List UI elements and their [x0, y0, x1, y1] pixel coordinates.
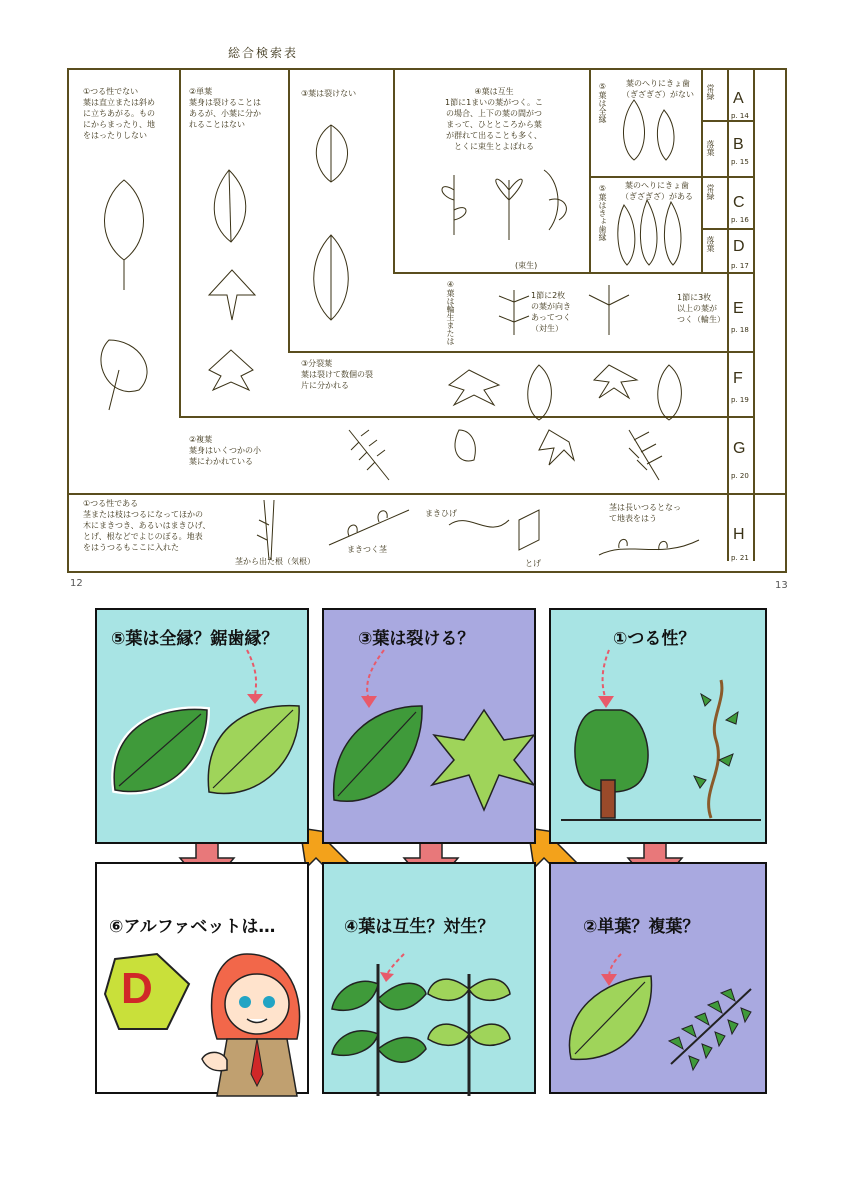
serrate-desc: 葉のへりにきょ歯 （ぎざぎざ）がある [620, 181, 694, 201]
simple-compound-icon [551, 864, 769, 1096]
entire-head: ⑤葉は全縁 [598, 82, 607, 123]
row-page: p. 20 [731, 472, 749, 480]
row-letter: D [733, 238, 745, 255]
entire-desc: 葉のへりにきょ歯 （ぎざぎざ）がない [621, 79, 695, 99]
panel-title: ⑥アルファベットは… [109, 917, 276, 937]
vine-caption-creeping: 茎は長いつるとなっ て地表をはう [609, 503, 681, 523]
panel-title: ①つる性？ [613, 629, 696, 649]
opposite-desc: 1節に2枚 の葉が向き あってつく （対生） [531, 291, 571, 333]
lobed-desc: ③分裂葉 葉は裂けて数個の裂 片に分かれる [301, 359, 373, 390]
vine-desc: ①つる性である 茎または枝はつるになってほかの 木にまきつき、あるいはまきひげ、 とげ、根などでよじのぼる。地表 をはうつるもここに入れた [83, 499, 211, 552]
panel-title: ②単葉？複葉？ [583, 917, 700, 937]
tree-and-vine-icon [551, 610, 769, 846]
panel-title: ⑤葉は全縁？鋸歯縁？ [111, 629, 279, 649]
row-page: p. 19 [731, 396, 749, 404]
col-alternate: ④葉は互生 1節に1まいの葉がつく。こ の場合、上下の葉の間がつ まって、ひとところから葉 が群れて出ることも多く、 とくに束生とよばれる [444, 87, 544, 151]
row-letter: C [733, 194, 745, 211]
compound-desc: ②複葉 葉身はいくつかの小 葉にわかれている [189, 435, 261, 466]
deciduous-b: 落葉 [706, 140, 715, 156]
panel-simple-or-compound [549, 862, 767, 1094]
row-letter: A [733, 90, 744, 107]
row-letter: H [733, 526, 745, 543]
panel-entire-or-serrate [95, 608, 309, 844]
vine-caption-twine: まきつく茎 [347, 545, 387, 554]
serrate-head: ⑤葉はきょ歯縁 [598, 184, 607, 241]
row-letter: E [733, 300, 744, 317]
leaf-arrangement-icon [324, 864, 538, 1096]
answer-letter: D [121, 964, 153, 1013]
panel-answer [95, 862, 309, 1094]
row-page: p. 18 [731, 326, 749, 334]
row-page: p. 21 [731, 554, 749, 562]
panel-arrangement [322, 862, 536, 1094]
opposite-head: ④葉は輪生または [446, 280, 455, 345]
row-page: p. 17 [731, 262, 749, 270]
page-title: 総合検索表 [228, 46, 299, 60]
page-number-left: 12 [70, 578, 83, 589]
tufted-caption: (束生) [515, 261, 538, 270]
panel-title: ③葉は裂ける？ [358, 629, 475, 649]
leaf-pair-icon [97, 610, 311, 846]
col-simple-leaf: ②単葉 葉身は裂けることは あるが、小葉に分か れることはない [189, 87, 261, 129]
row-page: p. 14 [731, 112, 749, 120]
vine-caption-roots: 茎から出た根（気根） [235, 557, 315, 566]
vine-caption-thorn: とげ [525, 559, 541, 568]
panel-lobed [322, 608, 536, 844]
panel-vine [549, 608, 767, 844]
page-number-right: 13 [775, 580, 788, 591]
deciduous-d: 落葉 [706, 236, 715, 252]
evergreen-c: 常緑 [706, 184, 715, 200]
row-letter: F [733, 370, 743, 387]
evergreen-a: 常緑 [706, 84, 715, 100]
row-page: p. 15 [731, 158, 749, 166]
row-page: p. 16 [731, 216, 749, 224]
leaf-pair-icon [324, 610, 538, 846]
row-letter: G [733, 440, 746, 457]
vine-caption-tendril: まきひげ [425, 509, 457, 518]
col-not-lobed: ③葉は裂けない [301, 89, 357, 98]
whorl-desc: 1節に3枚 以上の葉が つく（輪生） [677, 293, 725, 324]
col-not-vine: ①つる性でない 葉は直立または斜め に立ちあがる。もの にからまったり、地 をはったりしない [83, 87, 155, 140]
panel-title: ④葉は互生？対生？ [344, 917, 495, 937]
row-letter: B [733, 136, 744, 153]
